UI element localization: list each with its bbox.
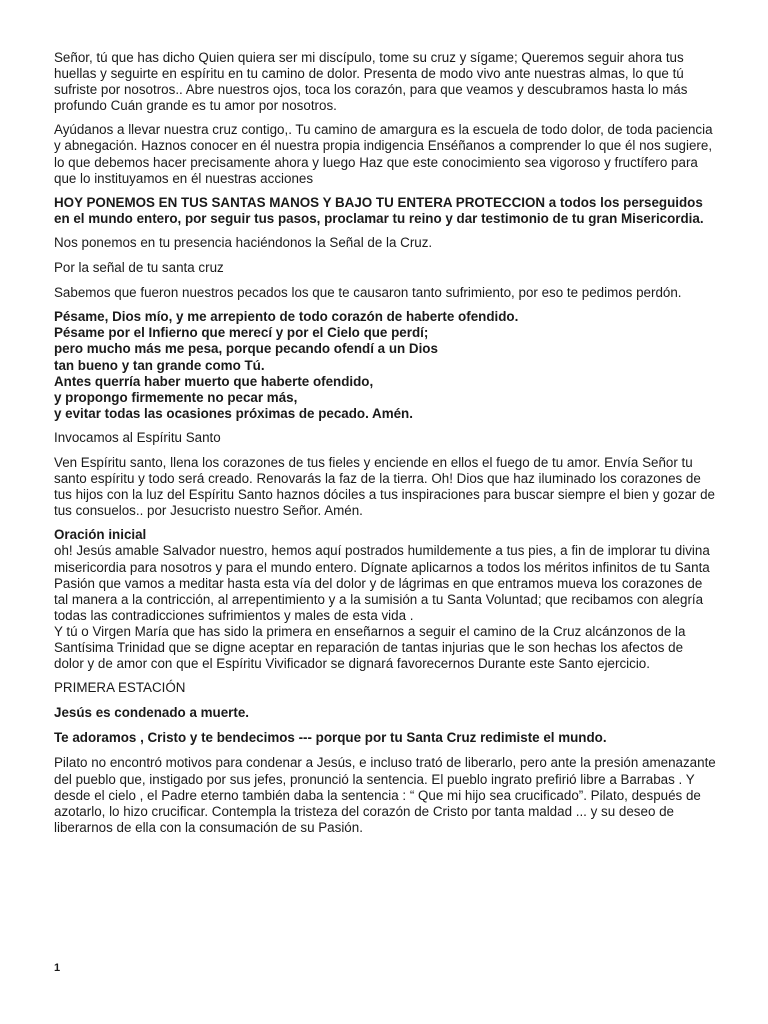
pesame-line: Antes querría haber muerto que haberte ofendido, bbox=[54, 373, 374, 389]
pesame-line: Pésame por el Infierno que merecí y por el Cielo que perdí; bbox=[54, 325, 429, 341]
station-title: Jesús es condenado a muerte. bbox=[54, 705, 249, 721]
paragraph-hoy-ponemos: HOY PONEMOS EN TUS SANTAS MANOS Y BAJO TU ENTERA PROTECCION a todos los perseguidos en el mundo entero, por seguir tus pasos, proclamar tu reino y dar testimonio de tu gran Misericordia. bbox=[54, 194, 704, 226]
paragraph-intro: Señor, tú que has dicho Quien quiera ser mi discípulo, tome su cruz y sígame; Queremos seguir ahora tus huellas y seguirte en espíritu en tu camino de dolor. Presenta de modo vivo ante nuestras almas, lo que tú sufriste por nosotros.. Abre nuestros ojos, toca los corazón, para que veamos y descubramos hasta lo más profundo Cuán grande es tu amor por nosotros. bbox=[54, 50, 688, 114]
pesame-line: pero mucho más me pesa, porque pecando ofendí a un Dios bbox=[54, 341, 438, 357]
section-oracion-inicial bbox=[54, 527, 716, 672]
document-page bbox=[54, 50, 716, 844]
paragraph-adoramos: Te adoramos , Cristo y te bendecimos --- porque por tu Santa Cruz redimiste el mundo. bbox=[54, 730, 607, 746]
pesame-line: y evitar todas las ocasiones próximas de pecado. Amén. bbox=[54, 405, 413, 421]
paragraph-ayudanos: Ayúdanos a llevar nuestra cruz contigo,. Tu camino de amargura es la escuela de todo dolor, de toda paciencia y abnegación. Haznos conocer en él nuestra propia indigencia Enséñanos a comprender lo que él nos sugiere, lo que debemos hacer precisamente ahora y luego Haz que este conocimiento sea vigoroso y fructífero para que lo instituyamos en él nuestras acciones bbox=[54, 122, 713, 186]
pesame-line: tan bueno y tan grande como Tú. bbox=[54, 357, 265, 373]
oracion-paragraph: oh! Jesús amable Salvador nuestro, hemos aquí postrados humildemente a tus pies, a fin de implorar tu divina misericordia para nosotros y para el mundo entero. Dígnate aplicarnos a todos los méritos infinitos de tu Santa Pasión que vamos a meditar hasta esta vía del dolor y de lágrimas en que entramos mueva los corazones de tal manera a la contricción, al arrepentimiento y a la sumisión a tu Santa Voluntad; que recibamos con alegría todas las contradicciones sufrimientos y males de esta vida . bbox=[54, 543, 710, 623]
oracion-title: Oración inicial bbox=[54, 527, 147, 543]
pesame-line: y propongo firmemente no pecar más, bbox=[54, 389, 298, 405]
paragraph-ven-espiritu: Ven Espíritu santo, llena los corazones de tus fieles y enciende en ellos el fuego de tu amor. Envía Señor tu santo espíritu y todo será creado. Renovarás la faz de la tierra. Oh! Dios que haz iluminado los corazones de tus hijos con la luz del Espíritu Santo haznos dóciles a tus inspiraciones para buscar siempre el bien y gozar de tus consuelos.. por Jesucristo nuestro Señor. Amén. bbox=[54, 454, 715, 519]
station-heading: PRIMERA ESTACIÓN bbox=[54, 680, 186, 696]
oracion-paragraph-virgen: Y tú o Virgen María que has sido la primera en enseñarnos a seguir el camino de la Cruz alcánzonos de la Santísima Trinidad que se digne aceptar en reparación de tantas injurias que le son hechas los afectos de dolor y de amor con que el Espíritu Vivificador se dignará favorecernos Durante este Santo ejercicio. bbox=[54, 623, 686, 672]
paragraph-pilato: Pilato no encontró motivos para condenar a Jesús, e incluso trató de liberarlo, pero ante la presión amenazante del pueblo que, instigado por sus jefes, pronunció la sentencia. El pueblo ingrato prefirió libre a Barrabas . Y desde el cielo , el Padre eterno también daba la sentencia : “ Que mi hijo sea crucificado”. Pilato, después de azotarlo, lo hizo crucificar. Contempla la tristeza del corazón de Cristo por tanta maldad ... y su deseo de liberarnos de ella con la consumación de su Pasión. bbox=[54, 755, 716, 835]
prayer-pesame bbox=[54, 309, 716, 422]
page-number: 1 bbox=[54, 962, 61, 974]
paragraph-invocamos: Invocamos al Espíritu Santo bbox=[54, 429, 221, 445]
paragraph-senal: Por la señal de tu santa cruz bbox=[54, 260, 224, 276]
paragraph-sabemos: Sabemos que fueron nuestros pecados los que te causaron tanto sufrimiento, por eso te pedimos perdón. bbox=[54, 285, 682, 301]
pesame-line: Pésame, Dios mío, y me arrepiento de todo corazón de haberte ofendido. bbox=[54, 309, 519, 325]
paragraph-presencia: Nos ponemos en tu presencia haciéndonos la Señal de la Cruz. bbox=[54, 234, 433, 250]
